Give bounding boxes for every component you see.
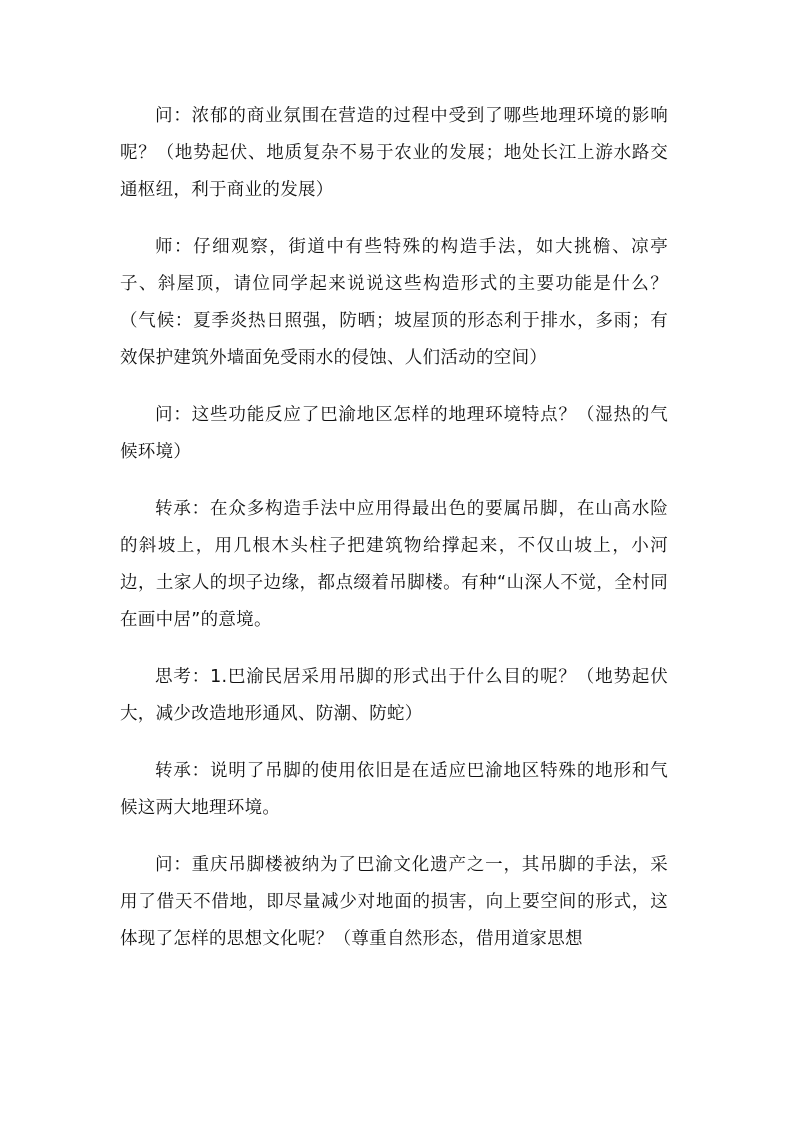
paragraph-thinking-purpose: 思考：1.巴渝民居采用吊脚的形式出于什么目的呢？（地势起伏大，减少改造地形通风、防潮、防蛇） xyxy=(120,667,668,724)
paragraph-question-culture: 问：重庆吊脚楼被纳为了巴渝文化遗产之一，其吊脚的手法，采用了借天不借地，即尽量减少对地面的损害，向上要空间的形式，这体现了怎样的思想文化呢？（尊重自然形态，借用道家思想 xyxy=(120,855,668,949)
paragraph-question-climate: 问：这些功能反应了巴渝地区怎样的地理环境特点？（湿热的气候环境） xyxy=(120,405,668,462)
paragraph-teacher-construction: 师：仔细观察，街道中有些特殊的构造手法，如大挑檐、凉亭子、斜屋顶，请位同学起来说说这些构造形式的主要功能是什么？（气候：夏季炎热日照强，防晒；坡屋顶的形态利于排水，多雨；有效保护建筑外墙面免受雨水的侵蚀、人们活动的空间） xyxy=(120,237,668,368)
paragraph-transition-stilts: 转承：在众多构造手法中应用得最出色的要属吊脚，在山高水险的斜坡上，用几根木头柱子把建筑物给撑起来，不仅山坡上，小河边，土家人的坝子边缘，都点缀着吊脚楼。有种“山深人不觉，全村同在画中居”的意境。 xyxy=(120,499,668,630)
paragraph-question-commerce: 问：浓郁的商业氛围在营造的过程中受到了哪些地理环境的影响呢？（地势起伏、地质复杂不易于农业的发展；地处长江上游水路交通枢纽，利于商业的发展） xyxy=(120,106,668,200)
document-body xyxy=(120,98,668,978)
paragraph-transition-summary: 转承：说明了吊脚的使用依旧是在适应巴渝地区特殊的地形和气候这两大地理环境。 xyxy=(120,761,668,818)
